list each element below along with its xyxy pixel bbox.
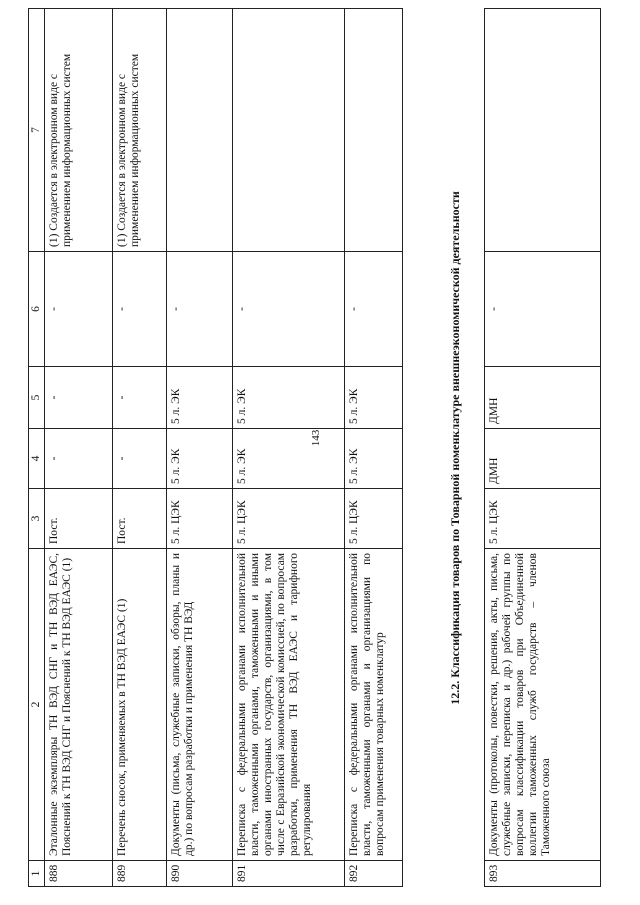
- table-row: [345, 9, 403, 887]
- row-term-5: ДМН: [485, 367, 601, 429]
- table-row: [485, 9, 601, 887]
- header-cell: 6: [29, 252, 45, 367]
- row-term-central: 5 л. ЦЭК: [167, 489, 233, 549]
- header-cell: 2: [29, 549, 45, 861]
- row-description: Документы (письма, служебные записки, обзоры, планы и др.) по вопросам разработки и применения ТН ВЭД: [167, 549, 233, 861]
- table-header-row: [29, 9, 45, 887]
- row-number: 891: [233, 861, 345, 887]
- row-term-6: -: [233, 252, 345, 367]
- row-term-6: -: [345, 252, 403, 367]
- row-note: [485, 9, 601, 252]
- table-row: [167, 9, 233, 887]
- row-description: Эталонные экземпляры ТН ВЭД СНГ и ТН ВЭД ЕАЭС, Пояснений к ТН ВЭД СНГ и Пояснений к ТН ВЭД ЕАЭС (1): [45, 549, 113, 861]
- row-term-4: -: [113, 429, 167, 489]
- page-number: 143: [310, 429, 322, 447]
- row-term-4: 5 л. ЭК: [345, 429, 403, 489]
- row-description: Документы (протоколы, повестки, решения, акты, письма, служебные записки, переписка и др.) рабочей группы по вопросам классификации товаров при Объединенной коллегии таможенных служб государств – членов Таможенного союза: [485, 549, 601, 861]
- row-term-4: 5 л. ЭК: [233, 429, 345, 489]
- table-row: [113, 9, 167, 887]
- row-term-central: 5 л. ЦЭК: [233, 489, 345, 549]
- row-number: 889: [113, 861, 167, 887]
- row-term-5: 5 л. ЭК: [167, 367, 233, 429]
- records-table: [28, 8, 403, 887]
- row-term-6: -: [167, 252, 233, 367]
- header-cell: 3: [29, 489, 45, 549]
- row-number: 890: [167, 861, 233, 887]
- header-cell: 4: [29, 429, 45, 489]
- records-table-continued: [484, 8, 601, 887]
- row-number: 888: [45, 861, 113, 887]
- header-cell: 7: [29, 9, 45, 252]
- row-description: Переписка с федеральными органами исполнительной власти, таможенными органами, таможенными и иными органами иностранных государств, организациями, в том числе с Евразийской экономической комиссией, по вопросам разработки, применения ТН ВЭД ЕАЭС и тарифного регулирования: [233, 549, 345, 861]
- row-term-6: -: [113, 252, 167, 367]
- header-cell: 1: [29, 861, 45, 887]
- row-note: [167, 9, 233, 252]
- row-note: (1) Создается в электронном виде с применением информационных систем: [113, 9, 167, 252]
- header-cell: 5: [29, 367, 45, 429]
- row-term-5: 5 л. ЭК: [345, 367, 403, 429]
- row-description: Переписка с федеральными органами исполнительной власти, таможенными органами и организациями по вопросам применения товарных номенклатур: [345, 549, 403, 861]
- row-term-central: Пост.: [45, 489, 113, 549]
- row-term-5: 5 л. ЭК: [233, 367, 345, 429]
- row-term-central: Пост.: [113, 489, 167, 549]
- row-term-4: 5 л. ЭК: [167, 429, 233, 489]
- table-row: [233, 9, 345, 887]
- row-term-5: -: [113, 367, 167, 429]
- section-heading: 12.2. Классификация товаров по Товарной номенклатуре внешнеэкономической деятельности: [448, 191, 462, 705]
- row-term-central: 5 л. ЦЭК: [485, 489, 601, 549]
- table-row: [45, 9, 113, 887]
- row-note: (1) Создается в электронном виде с применением информационных систем: [45, 9, 113, 252]
- row-term-5: -: [45, 367, 113, 429]
- row-note: [233, 9, 345, 252]
- row-term-4: ДМН: [485, 429, 601, 489]
- row-number: 892: [345, 861, 403, 887]
- row-description: Перечень сносок, применяемых в ТН ВЭД ЕАЭС (1): [113, 549, 167, 861]
- row-term-4: -: [45, 429, 113, 489]
- row-note: [345, 9, 403, 252]
- row-term-6: -: [485, 252, 601, 367]
- row-number: 893: [485, 861, 601, 887]
- row-term-central: 5 л. ЦЭК: [345, 489, 403, 549]
- row-term-6: -: [45, 252, 113, 367]
